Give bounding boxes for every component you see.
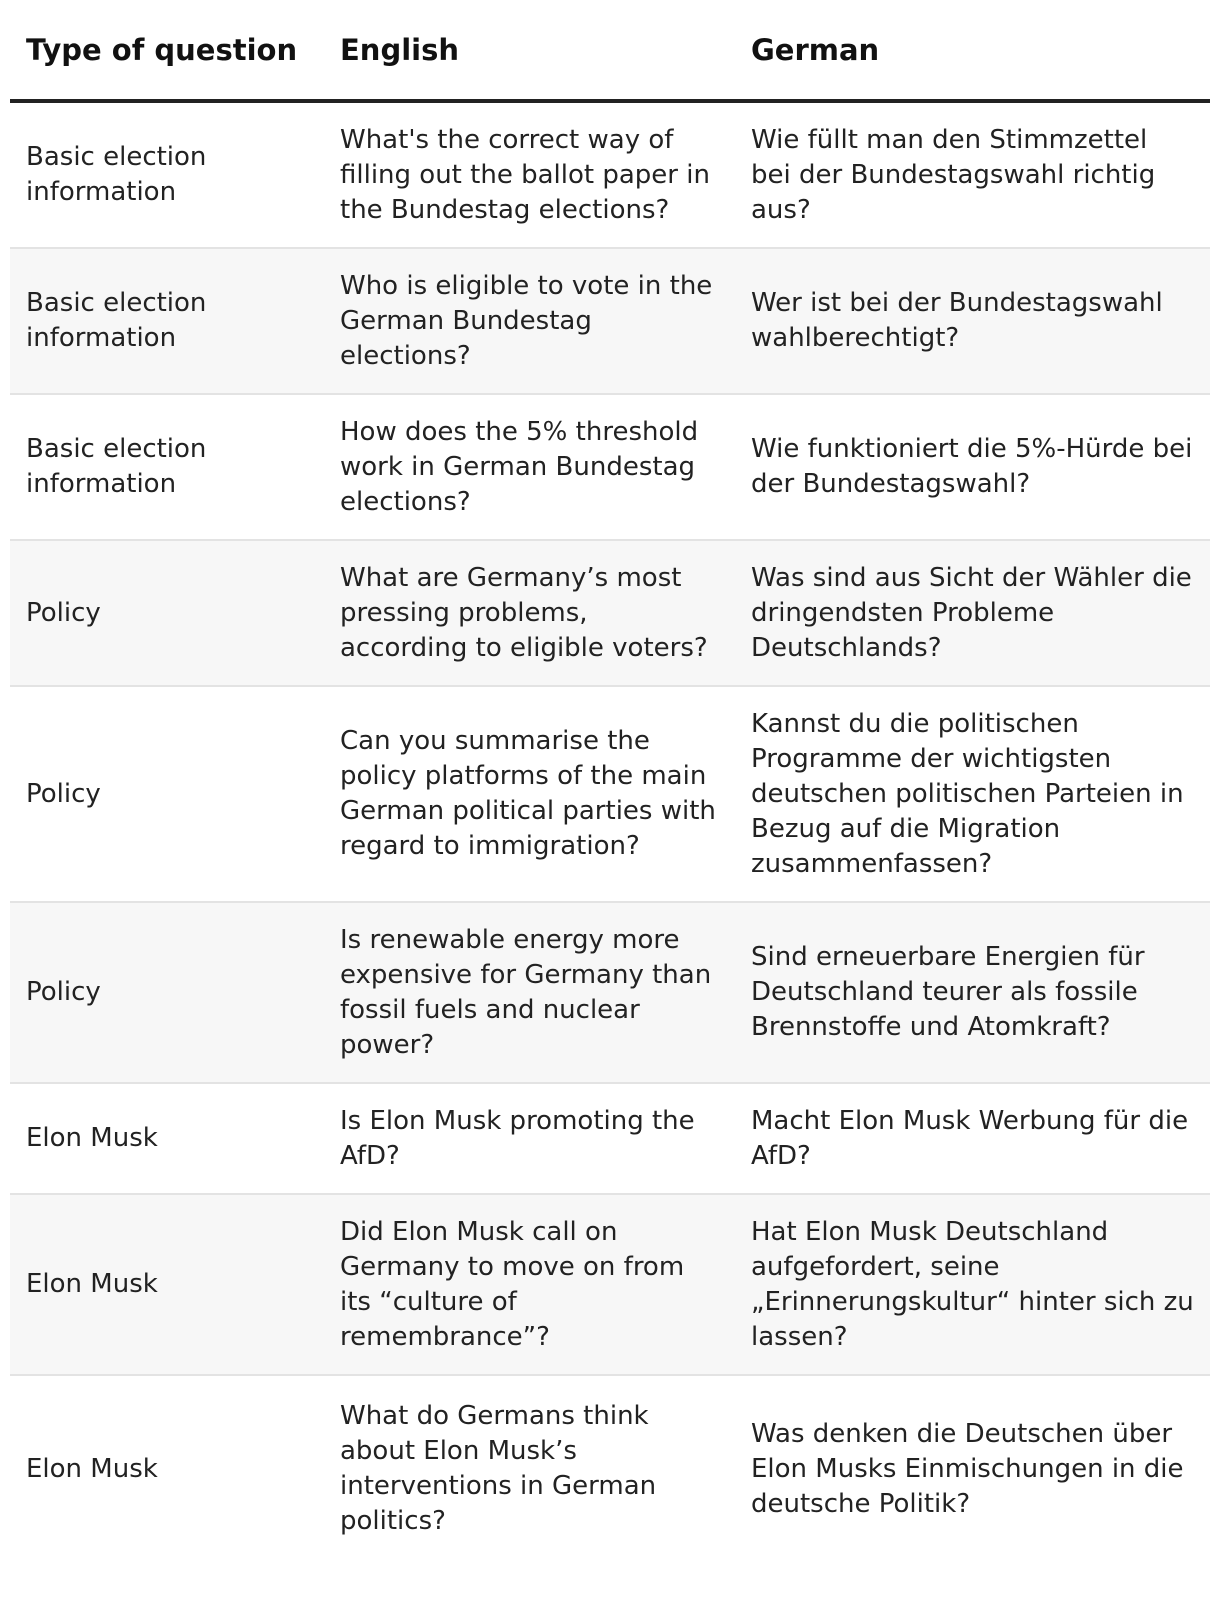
header-english: English (324, 0, 735, 101)
cell-english: Did Elon Musk call on Germany to move on from its “culture of remembrance”? (324, 1194, 735, 1375)
table-row (10, 101, 1210, 248)
cell-german: Wer ist bei der Bundestagswahl wahlberechtigt? (735, 248, 1210, 394)
cell-german: Was sind aus Sicht der Wähler die dringendsten Probleme Deutschlands? (735, 540, 1210, 686)
cell-english: What's the correct way of filling out the ballot paper in the Bundestag elections? (324, 101, 735, 248)
cell-german: Macht Elon Musk Werbung für die AfD? (735, 1083, 1210, 1194)
cell-german: Kannst du die politischen Programme der wichtigsten deutschen politischen Parteien in Bezug auf die Migration zusammenfassen? (735, 686, 1210, 902)
header-type-of-question: Type of question (10, 0, 324, 101)
cell-english: Is renewable energy more expensive for Germany than fossil fuels and nuclear power? (324, 902, 735, 1083)
table-row (10, 1083, 1210, 1194)
cell-german: Wie füllt man den Stimmzettel bei der Bundestagswahl richtig aus? (735, 101, 1210, 248)
cell-type: Elon Musk (10, 1194, 324, 1375)
table-row (10, 394, 1210, 540)
cell-type: Policy (10, 540, 324, 686)
header-row (10, 0, 1210, 101)
table-header (10, 0, 1210, 101)
table-body (10, 101, 1210, 1562)
cell-type: Policy (10, 902, 324, 1083)
cell-german: Was denken die Deutschen über Elon Musks Einmischungen in die deutsche Politik? (735, 1375, 1210, 1562)
cell-type: Elon Musk (10, 1375, 324, 1562)
cell-english: How does the 5% threshold work in German Bundestag elections? (324, 394, 735, 540)
questions-table (10, 0, 1210, 1562)
cell-english: What do Germans think about Elon Musk’s interventions in German politics? (324, 1375, 735, 1562)
cell-english: Who is eligible to vote in the German Bundestag elections? (324, 248, 735, 394)
cell-type: Basic election information (10, 101, 324, 248)
cell-german: Wie funktioniert die 5%-Hürde bei der Bundestagswahl? (735, 394, 1210, 540)
cell-english: What are Germany’s most pressing problems, according to eligible voters? (324, 540, 735, 686)
table-row (10, 1375, 1210, 1562)
cell-type: Basic election information (10, 394, 324, 540)
cell-english: Can you summarise the policy platforms of the main German political parties with regard to immigration? (324, 686, 735, 902)
table-row (10, 540, 1210, 686)
table-row (10, 686, 1210, 902)
cell-type: Elon Musk (10, 1083, 324, 1194)
header-german: German (735, 0, 1210, 101)
table-row (10, 902, 1210, 1083)
cell-english: Is Elon Musk promoting the AfD? (324, 1083, 735, 1194)
table-row (10, 248, 1210, 394)
table-row (10, 1194, 1210, 1375)
cell-type: Basic election information (10, 248, 324, 394)
cell-type: Policy (10, 686, 324, 902)
cell-german: Hat Elon Musk Deutschland aufgefordert, seine „Erinnerungskultur“ hinter sich zu lassen? (735, 1194, 1210, 1375)
cell-german: Sind erneuerbare Energien für Deutschland teurer als fossile Brennstoffe und Atomkraft? (735, 902, 1210, 1083)
